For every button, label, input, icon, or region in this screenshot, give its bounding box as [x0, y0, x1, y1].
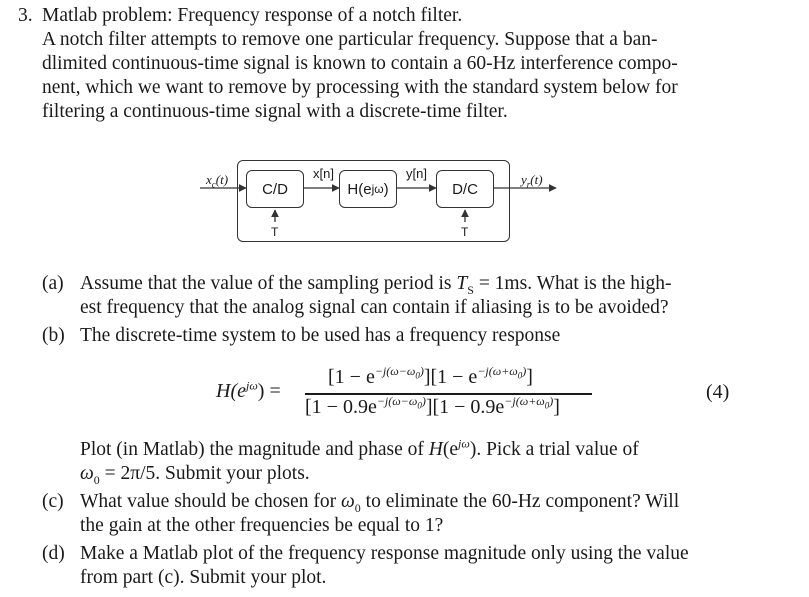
dc-block [436, 170, 494, 208]
part-c-line-1: What value should be chosen for $\omega_0$ to eliminate the 60-Hz component? Will [80, 491, 680, 515]
cd-sampling-period-label: T [271, 225, 279, 239]
cd-block [246, 170, 304, 208]
part-a-label: (a) [42, 273, 64, 294]
part-c-label: (c) [42, 491, 64, 512]
dc-block-label: D/C [452, 180, 478, 198]
h-block-label: H(e [347, 180, 372, 198]
equation-denominator: $[1 - 0.9e^{-j(\omega-\omega_0)}][1 - 0.9e^{-j(\omega+\omega_0)}]$ [305, 394, 560, 418]
part-a-line-2: est frequency that the analog signal can contain if aliasing is to be avoided? [80, 297, 669, 318]
input-signal-label: $x_c(t)$ [206, 172, 229, 190]
equation-lhs: $H(e^{j\omega})$ = [216, 378, 281, 402]
part-d-line-2: from part (c). Submit your plot. [80, 567, 327, 588]
part-b-line-1: The discrete-time system to be used has a frequency response [80, 325, 561, 346]
problem-title: Matlab problem: Frequency response of a notch filter. [42, 5, 463, 26]
part-b-plot-line-2: $\omega_0 = 2\pi/5$. Submit your plots. [80, 463, 310, 487]
xn-label: x[n] [313, 166, 334, 181]
part-a-line-1: Assume that the value of the sampling period is $T_S = 1ms$. What is the high- [80, 273, 672, 297]
part-c-line-2: the gain at the other frequencies be equal to 1? [80, 515, 444, 536]
h-block-close: ) [383, 180, 389, 198]
equation-number: (4) [706, 381, 730, 403]
part-d-line-1: Make a Matlab plot of the frequency response magnitude only using the value [80, 543, 689, 564]
output-signal-label: $y_r(t)$ [521, 172, 543, 190]
cd-block-label: C/D [262, 180, 288, 198]
intro-line-2: dlimited continuous-time signal is known to contain a 60-Hz interference compo- [42, 53, 678, 74]
intro-line-3: nent, which we want to remove by processing with the standard system below for [42, 77, 678, 98]
equation-numerator: $[1 - e^{-j(\omega-\omega_0)}][1 - e^{-j(\omega+\omega_0)}]$ [328, 364, 533, 388]
part-b-plot-line-1: Plot (in Matlab) the magnitude and phase of $H(e^{j\omega})$. Pick a trial value of [80, 436, 639, 460]
h-block: H(e jω ) [339, 170, 397, 208]
part-d-label: (d) [42, 543, 65, 564]
part-b-label: (b) [42, 325, 65, 346]
intro-line-1: A notch filter attempts to remove one particular frequency. Suppose that a ban- [42, 29, 658, 50]
intro-line-4: filtering a continuous-time signal with a discrete-time filter. [42, 101, 508, 122]
yn-label: y[n] [406, 166, 427, 181]
problem-number: 3. [18, 5, 33, 26]
dc-sampling-period-label: T [461, 225, 469, 239]
